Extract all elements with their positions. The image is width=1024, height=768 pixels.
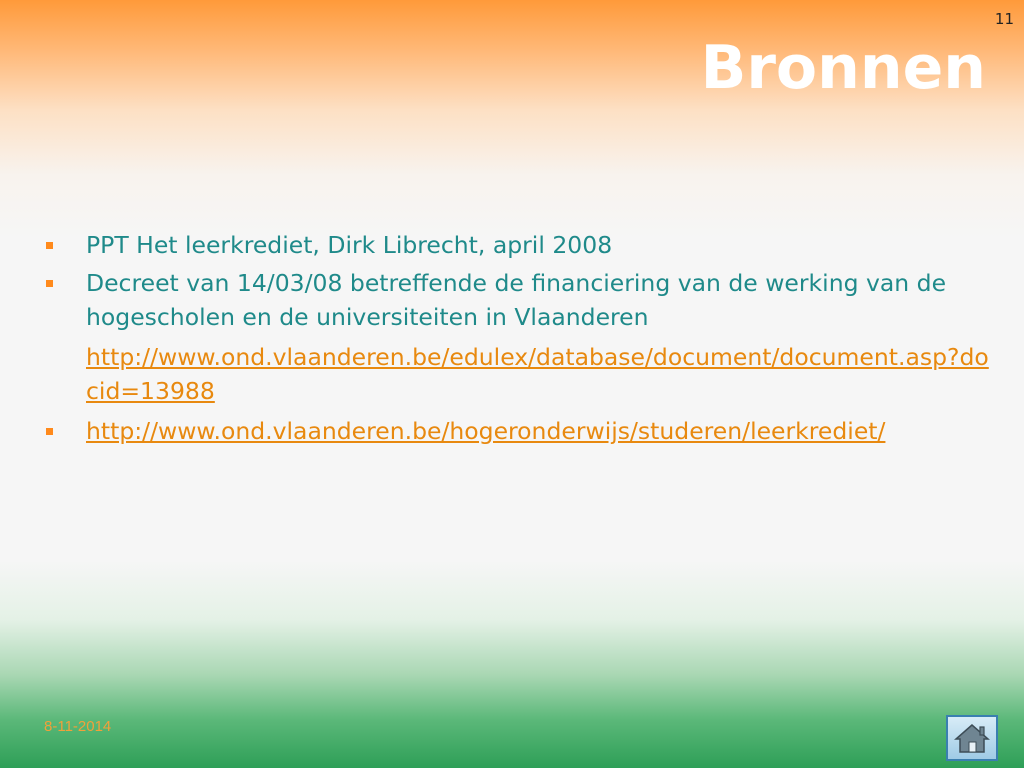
- slide-title: Bronnen: [700, 33, 986, 103]
- bullet-item: [44, 228, 994, 262]
- content-list: [44, 228, 994, 452]
- bullet-marker: [46, 280, 53, 287]
- footer-date: 8-11-2014: [44, 718, 112, 735]
- home-icon: [954, 722, 990, 754]
- decree-link-block: [44, 340, 994, 408]
- decree-link[interactable]: http://www.ond.vlaanderen.be/edulex/database/document/document.asp?docid=13988: [86, 343, 989, 405]
- bullet-marker: [46, 242, 53, 249]
- slide-number: 11: [994, 10, 1014, 28]
- bullet-marker: [46, 428, 53, 435]
- bullet-item: [44, 266, 994, 334]
- home-button[interactable]: [946, 715, 998, 761]
- bullet-text: PPT Het leerkrediet, Dirk Librecht, april 2008: [86, 231, 613, 259]
- bullet-item: [44, 414, 994, 448]
- bullet-text: Decreet van 14/03/08 betreffende de financiering van de werking van de hogescholen en de universiteiten in Vlaanderen: [86, 269, 947, 331]
- leerkrediet-link[interactable]: http://www.ond.vlaanderen.be/hogeronderwijs/studeren/leerkrediet/: [86, 417, 886, 445]
